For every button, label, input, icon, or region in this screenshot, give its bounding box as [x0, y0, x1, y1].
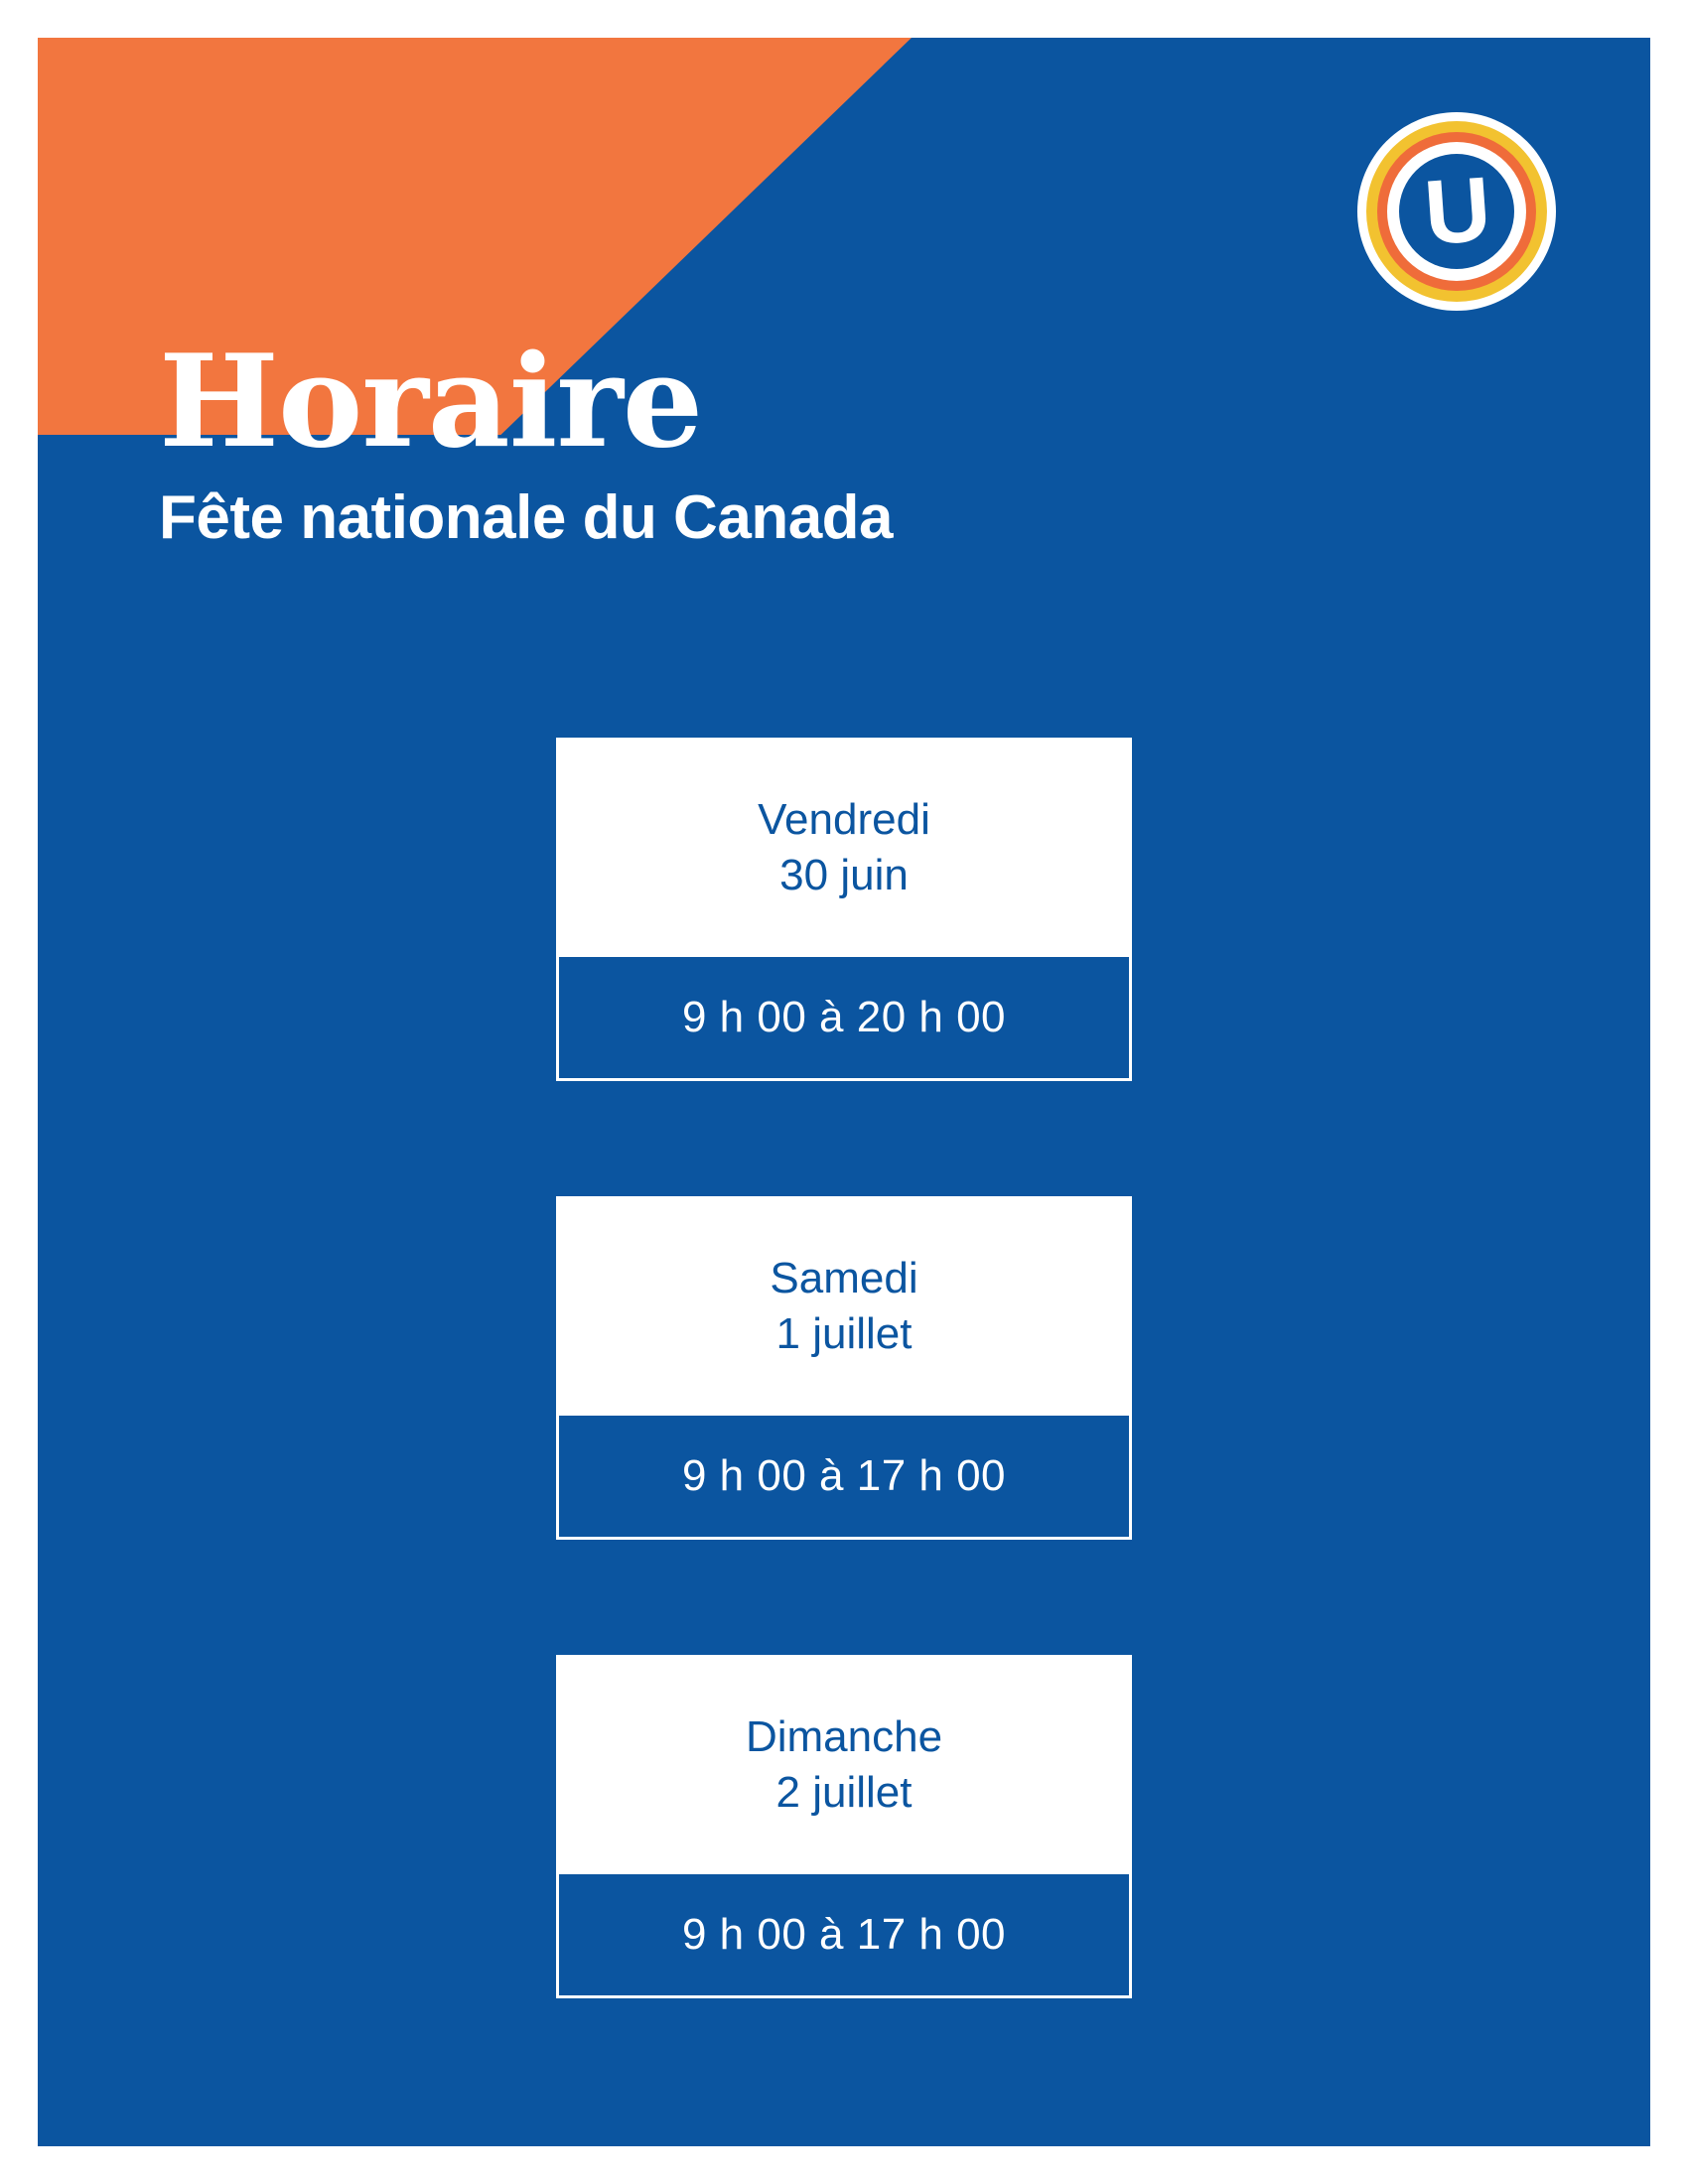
schedule-date: 2 juillet: [775, 1768, 913, 1817]
page-title: Horaire: [159, 328, 703, 477]
schedule-card-day: [556, 738, 1132, 954]
schedule-date: 30 juin: [779, 851, 909, 899]
schedule-hours: 9 h 00 à 20 h 00: [556, 954, 1132, 1081]
schedule-weekday: Samedi: [770, 1253, 918, 1302]
title-block: [159, 328, 1350, 554]
university-logo: [1357, 112, 1556, 311]
schedule-card: [556, 1655, 1132, 1998]
schedule-card: [556, 1196, 1132, 1540]
schedule-card-day: [556, 1196, 1132, 1413]
page-subtitle: Fête nationale du Canada: [159, 483, 894, 553]
logo-letter-u: U: [1421, 158, 1492, 265]
schedule-weekday: Dimanche: [745, 1711, 943, 1761]
schedule-weekday: Vendredi: [758, 794, 930, 844]
schedule-card-day: [556, 1655, 1132, 1871]
schedule-list: [38, 738, 1650, 1998]
poster-canvas: [38, 38, 1650, 2146]
schedule-card: [556, 738, 1132, 1081]
schedule-date: 1 juillet: [775, 1309, 913, 1358]
schedule-hours: 9 h 00 à 17 h 00: [556, 1413, 1132, 1540]
schedule-hours: 9 h 00 à 17 h 00: [556, 1871, 1132, 1998]
